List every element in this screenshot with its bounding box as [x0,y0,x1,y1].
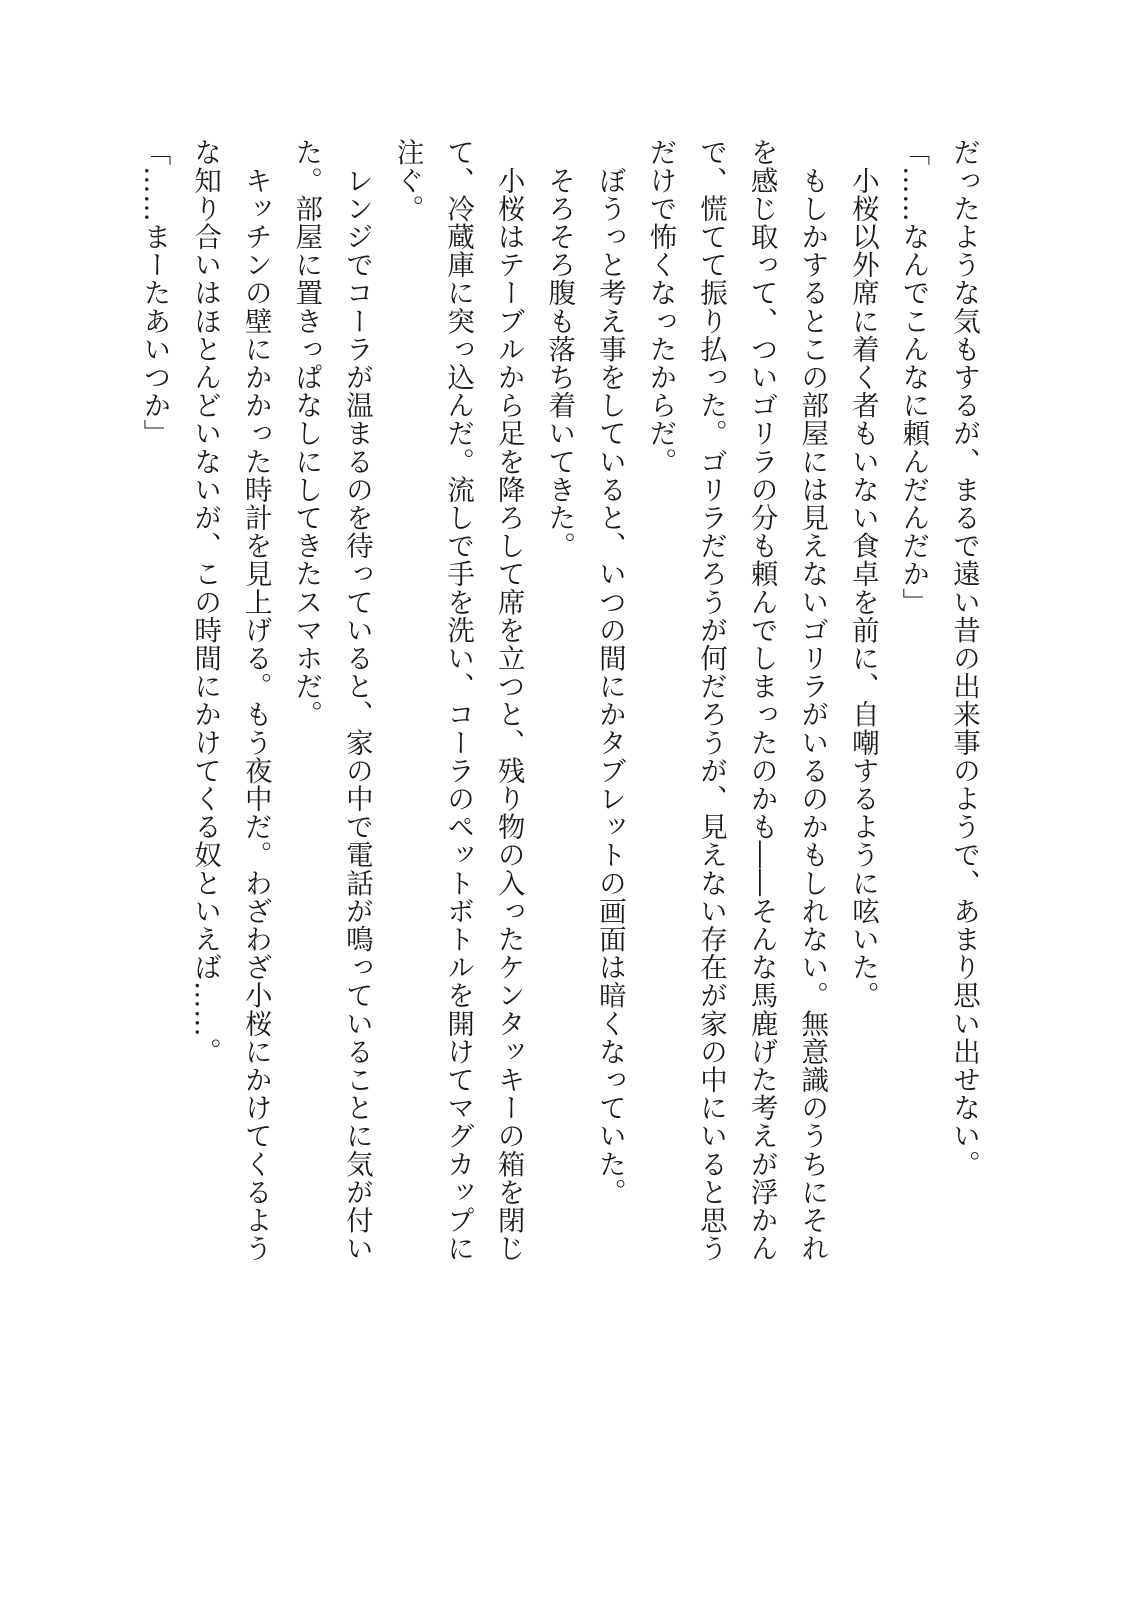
text-line: て、冷蔵庫に突っ込んだ。流しで手を洗い、コーラのペットボトルを開けてマグカップに [442,138,475,1262]
text-line: だったような気もするが、まるで遠い昔の出来事のようで、あまり思い出せない。 [948,138,980,1178]
text-line: 小桜以外席に着く者もいない食卓を前に、自嘲するように呟いた。 [846,138,879,1010]
text-line: ぼうっと考え事をしていると、いつの間にかタブレットの画面は暗くなっていた。 [593,138,626,1206]
text-line: 「……なんでこんなに頼んだんだか」 [897,138,930,616]
text-line: な知り合いはほとんどいないが、この時間にかけてくる奴といえば……。 [189,138,222,1066]
text-line: そろそろ腹も落ち着いてきた。 [543,138,576,560]
text-line: だけで怖くなったからだ。 [644,138,677,476]
text-line: で、慌てて振り払った。ゴリラだろうが何だろうが、見えない存在が家の中にいると思う [695,138,728,1262]
text-line: 注ぐ。 [391,138,424,223]
text-line: た。部屋に置きっぱなしにしてきたスマホだ。 [290,138,323,729]
text-line: キッチンの壁にかかった時計を見上げる。もう夜中だ。わざわざ小桜にかけてくるよう [239,138,272,1262]
text-line: 「……まーたあいつか」 [138,138,171,448]
vertical-text-body [129,138,989,1262]
text-line: 小桜はテーブルから足を降ろして席を立つと、残り物の入ったケンタッキーの箱を閉じ [492,138,525,1262]
text-line: もしかするとこの部屋には見えないゴリラがいるのかもしれない。無意識のうちにそれ [796,138,829,1262]
text-line: を感じ取って、ついゴリラの分も頼んでしまったのかも――そんな馬鹿げた考えが浮かん [745,138,778,1262]
text-line: レンジでコーラが温まるのを待っていると、家の中で電話が鳴っていることに気が付い [340,138,373,1262]
